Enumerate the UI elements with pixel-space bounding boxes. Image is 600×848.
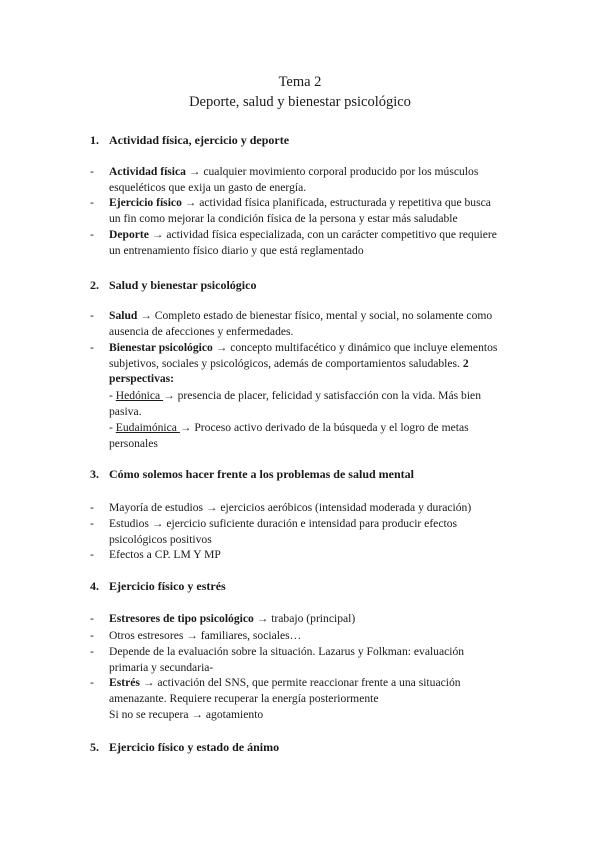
section-heading-2	[90, 278, 256, 293]
sub-item-text: presencia de placer, felicidad y satisfacción con la vida. Más bien pasiva.	[109, 389, 482, 418]
list-item	[90, 516, 500, 547]
bullet-dash: -	[90, 517, 94, 530]
section-heading-5	[90, 740, 279, 755]
document-subtitle: Deporte, salud y bienestar psicológico	[189, 94, 411, 110]
item-text: cualquier movimiento corporal producido por los músculos esqueléticos que exija un gasto de energía.	[109, 165, 479, 194]
bullet-dash: -	[90, 341, 94, 354]
item-text: Completo estado de bienestar físico, mental y social, no solamente como ausencia de afecciones y enfermedades.	[109, 309, 493, 338]
sub-item-term: Eudaimónica	[115, 421, 180, 434]
item-term: Bienestar psicológico	[109, 341, 213, 354]
item-text: actividad física planificada, estructurada y repetitiva que busca un fin como mejorar la condición física de la persona y estar más saludable	[109, 196, 491, 225]
bullet-dash: -	[90, 612, 94, 625]
list-item: - Ejercicio físico → actividad física planificada, estructurada y repetitiva que busca un fin como mejorar la condición física de la persona y estar más saludable	[90, 196, 491, 225]
bullet-dash: -	[90, 196, 94, 209]
item-term: Estrés	[109, 676, 140, 689]
item-term: Estresores de tipo psicológico	[109, 612, 254, 625]
item-term: Actividad física	[109, 165, 186, 178]
list-item-continuation: Si no se recupera → agotamiento	[109, 708, 264, 721]
bullet-dash: -	[90, 501, 94, 514]
list-item: - Estresores de tipo psicológico → trabajo (principal)	[90, 612, 356, 625]
item-text: trabajo (principal)	[271, 612, 356, 625]
item-term: Deporte	[109, 228, 149, 241]
section-title: Actividad física, ejercicio y deporte	[109, 133, 290, 147]
section-number: 5.	[90, 740, 99, 754]
item-text: Otros estresores → familiares, sociales…	[109, 629, 302, 642]
bullet-dash: -	[90, 309, 94, 322]
list-item: - Salud → Completo estado de bienestar físico, mental y social, no solamente como ausencia de afecciones y enfermedades.	[90, 309, 493, 338]
section-title: Ejercicio físico y estrés	[109, 579, 226, 593]
sub-list-item: - Hedónica → presencia de placer, felicidad y satisfacción con la vida. Más bien pasiva.	[109, 389, 482, 418]
bullet-dash: -	[90, 165, 94, 178]
list-item: - Estrés → activación del SNS, que permite reaccionar frente a una situación amenazante. Requiere recuperar la energía posteriormente	[90, 676, 461, 705]
section-title: Salud y bienestar psicológico	[109, 278, 257, 292]
section-heading-4	[90, 579, 226, 594]
section-title: Ejercicio físico y estado de ánimo	[109, 740, 280, 754]
sub-list-item: - Eudaimónica → Proceso activo derivado de la búsqueda y el logro de metas personales	[109, 421, 469, 450]
section-title: Cómo solemos hacer frente a los problemas de salud mental	[109, 467, 414, 481]
list-item	[90, 500, 500, 516]
section-number: 2.	[90, 278, 99, 292]
item-bold-tail: 2 perspectivas:	[109, 356, 469, 385]
list-item	[90, 628, 500, 644]
section-heading-1	[90, 133, 289, 148]
list-item: - Bienestar psicológico → concepto multifacético y dinámico que incluye elementos subjetivos, sociales y psicológicos, además de comportamientos saludables. 2 perspectivas:	[90, 341, 498, 385]
section-number: 1.	[90, 133, 99, 147]
item-term: Ejercicio físico	[109, 196, 182, 209]
list-item: - Actividad física → cualquier movimiento corporal producido por los músculos esqueléticos que exija un gasto de energía.	[90, 165, 479, 194]
item-text: concepto multifacético y dinámico que incluye elementos subjetivos, sociales y psicológicos, además de comportamientos saludables.	[109, 341, 498, 370]
document-title: Tema 2	[278, 74, 322, 90]
bullet-dash: -	[90, 676, 94, 689]
item-text: actividad física especializada, con un carácter competitivo que requiere un entrenamiento físico diario y que está reglamentado	[109, 228, 497, 257]
bullet-dash: -	[90, 645, 94, 658]
bullet-dash: -	[90, 548, 94, 561]
list-item: - Deporte → actividad física especializada, con un carácter competitivo que requiere un entrenamiento físico diario y que está reglamentado	[90, 228, 497, 257]
section-number: 3.	[90, 467, 99, 481]
item-text: Mayoría de estudios → ejercicios aeróbicos (intensidad moderada y duración)	[109, 501, 472, 514]
bullet-dash: -	[90, 228, 94, 241]
section-number: 4.	[90, 579, 99, 593]
item-term: Salud	[109, 309, 138, 322]
item-text: Estudios → ejercicio suficiente duración e intensidad para producir efectos psicológicos positivos	[109, 517, 458, 546]
item-text: Efectos a CP. LM Y MP	[109, 548, 221, 561]
list-item	[90, 547, 500, 563]
sub-item-text: Proceso activo derivado de la búsqueda y el logro de metas personales	[109, 421, 469, 450]
bullet-dash: -	[90, 629, 94, 642]
sub-item-term: Hedónica	[115, 389, 164, 402]
section-heading-3	[90, 467, 414, 482]
list-item	[90, 644, 500, 675]
item-text: Depende de la evaluación sobre la situación. Lazarus y Folkman: evaluación primaria y secundaria-	[109, 645, 465, 674]
item-text: activación del SNS, que permite reaccionar frente a una situación amenazante. Requiere recuperar la energía posteriormente	[109, 676, 461, 705]
